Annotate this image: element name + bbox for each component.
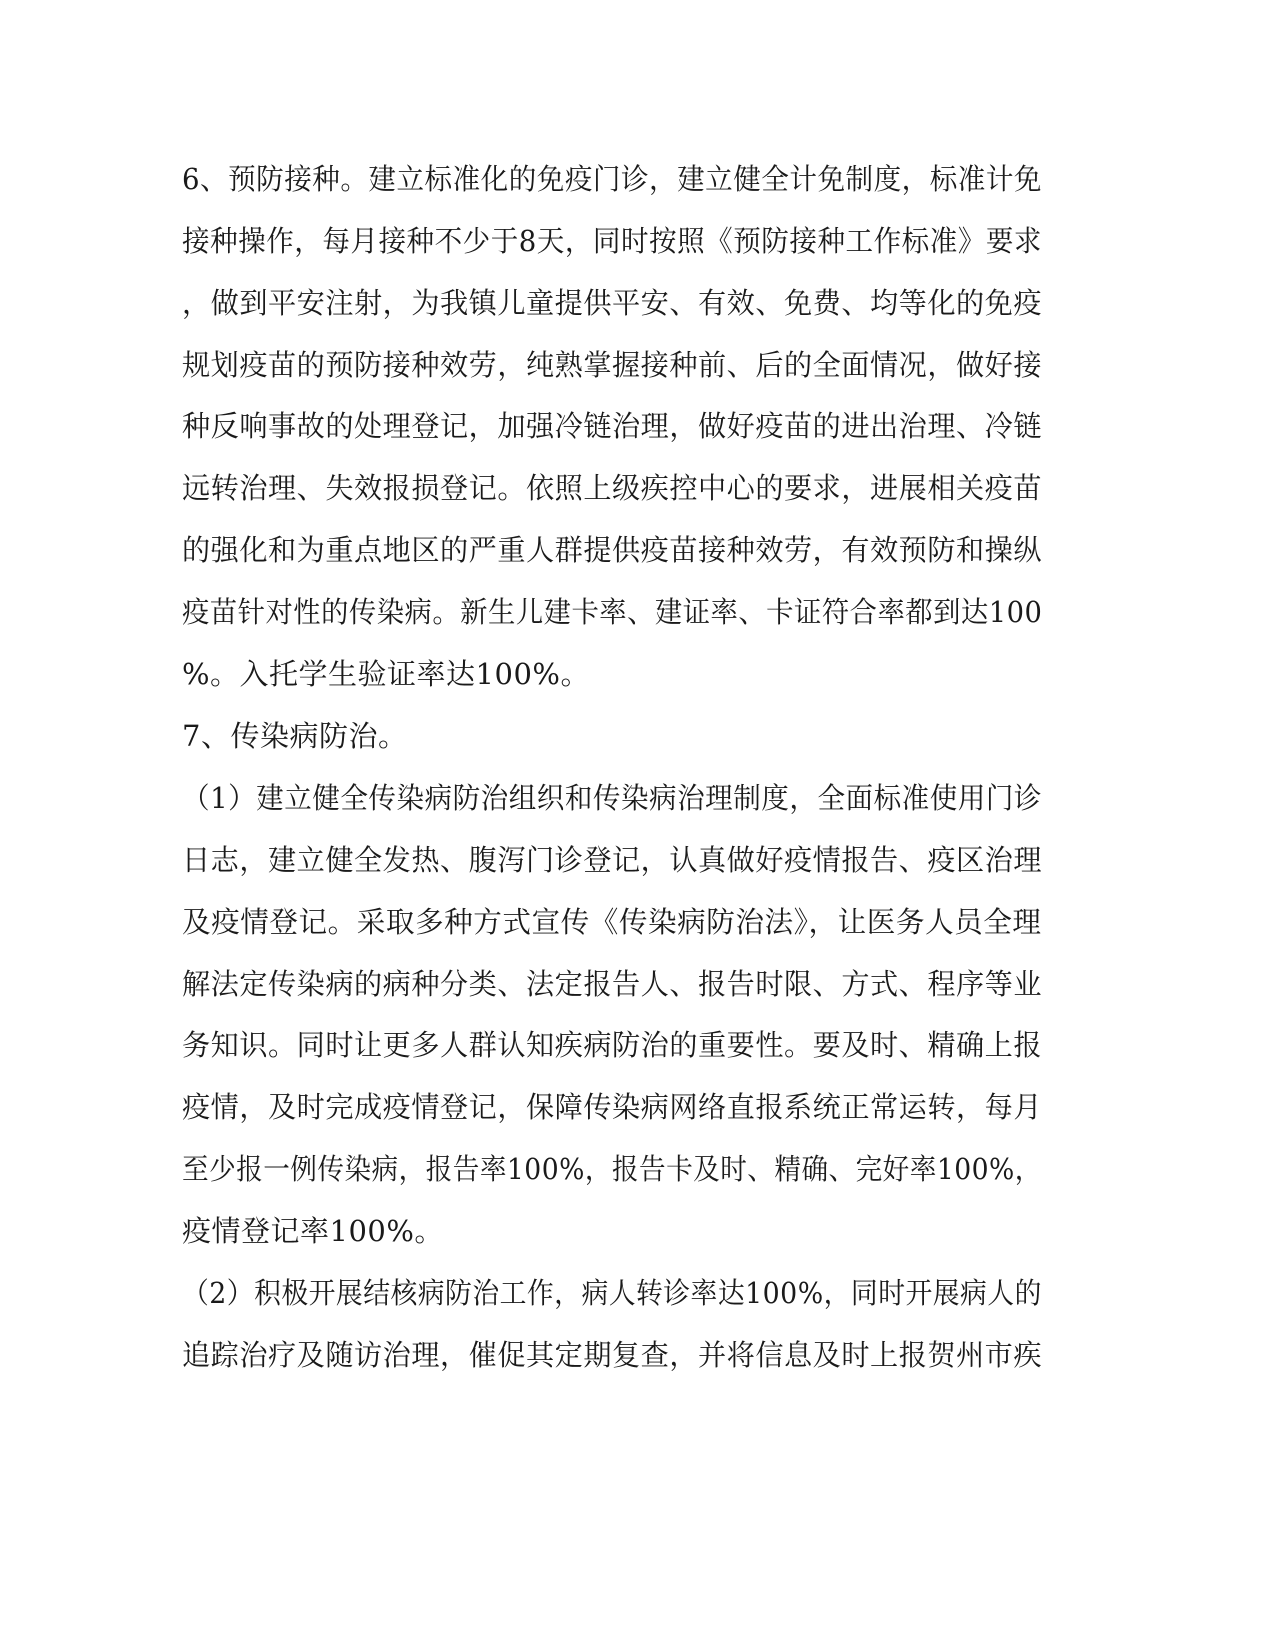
text-line: 种反响事故的处理登记，加强冷链治理，做好疫苗的进出治理、冷链 bbox=[182, 409, 1043, 443]
text-line: 日志，建立健全发热、腹泻门诊登记，认真做好疫情报告、疫区治理 bbox=[182, 843, 1043, 877]
text-line: （1）建立健全传染病防治组织和传染病治理制度，全面标准使用门诊 bbox=[182, 781, 1042, 815]
text-line: 务知识。同时让更多人群认知疾病防治的重要性。要及时、精确上报 bbox=[182, 1028, 1043, 1062]
text-line: （2）积极开展结核病防治工作，病人转诊率达100%，同时开展病人的 bbox=[182, 1276, 1042, 1310]
text-line: %。入托学生验证率达100%。 bbox=[182, 657, 590, 691]
section-heading: 7、传染病防治。 bbox=[182, 719, 408, 753]
text-line: 的强化和为重点地区的严重人群提供疫苗接种效劳，有效预防和操纵 bbox=[182, 533, 1043, 567]
text-line: 接种操作，每月接种不少于8天，同时按照《预防接种工作标准》要求 bbox=[182, 224, 1042, 258]
text-line: 解法定传染病的病种分类、法定报告人、报告时限、方式、程序等业 bbox=[182, 967, 1043, 1001]
text-line: 及疫情登记。采取多种方式宣传《传染病防治法》，让医务人员全理 bbox=[182, 905, 1042, 939]
text-line: 至少报一例传染病，报告率100%，报告卡及时、精确、完好率100%， bbox=[182, 1152, 1042, 1186]
text-line: 追踪治疗及随访治理，催促其定期复查，并将信息及时上报贺州市疾 bbox=[182, 1338, 1043, 1372]
text-line: 6、预防接种。建立标准化的免疫门诊，建立健全计免制度，标准计免 bbox=[182, 162, 1042, 196]
text-line: 疫情，及时完成疫情登记，保障传染病网络直报系统正常运转，每月 bbox=[182, 1090, 1043, 1124]
text-line: 远转治理、失效报损登记。依照上级疾控中心的要求，进展相关疫苗 bbox=[182, 471, 1043, 505]
text-line: 疫苗针对性的传染病。新生儿建卡率、建证率、卡证符合率都到达100 bbox=[182, 595, 1043, 629]
text-line: 规划疫苗的预防接种效劳，纯熟掌握接种前、后的全面情况，做好接 bbox=[182, 348, 1043, 382]
text-line: ，做到平安注射，为我镇儿童提供平安、有效、免费、均等化的免疫 bbox=[182, 286, 1043, 320]
text-line: 疫情登记率100%。 bbox=[182, 1214, 444, 1248]
